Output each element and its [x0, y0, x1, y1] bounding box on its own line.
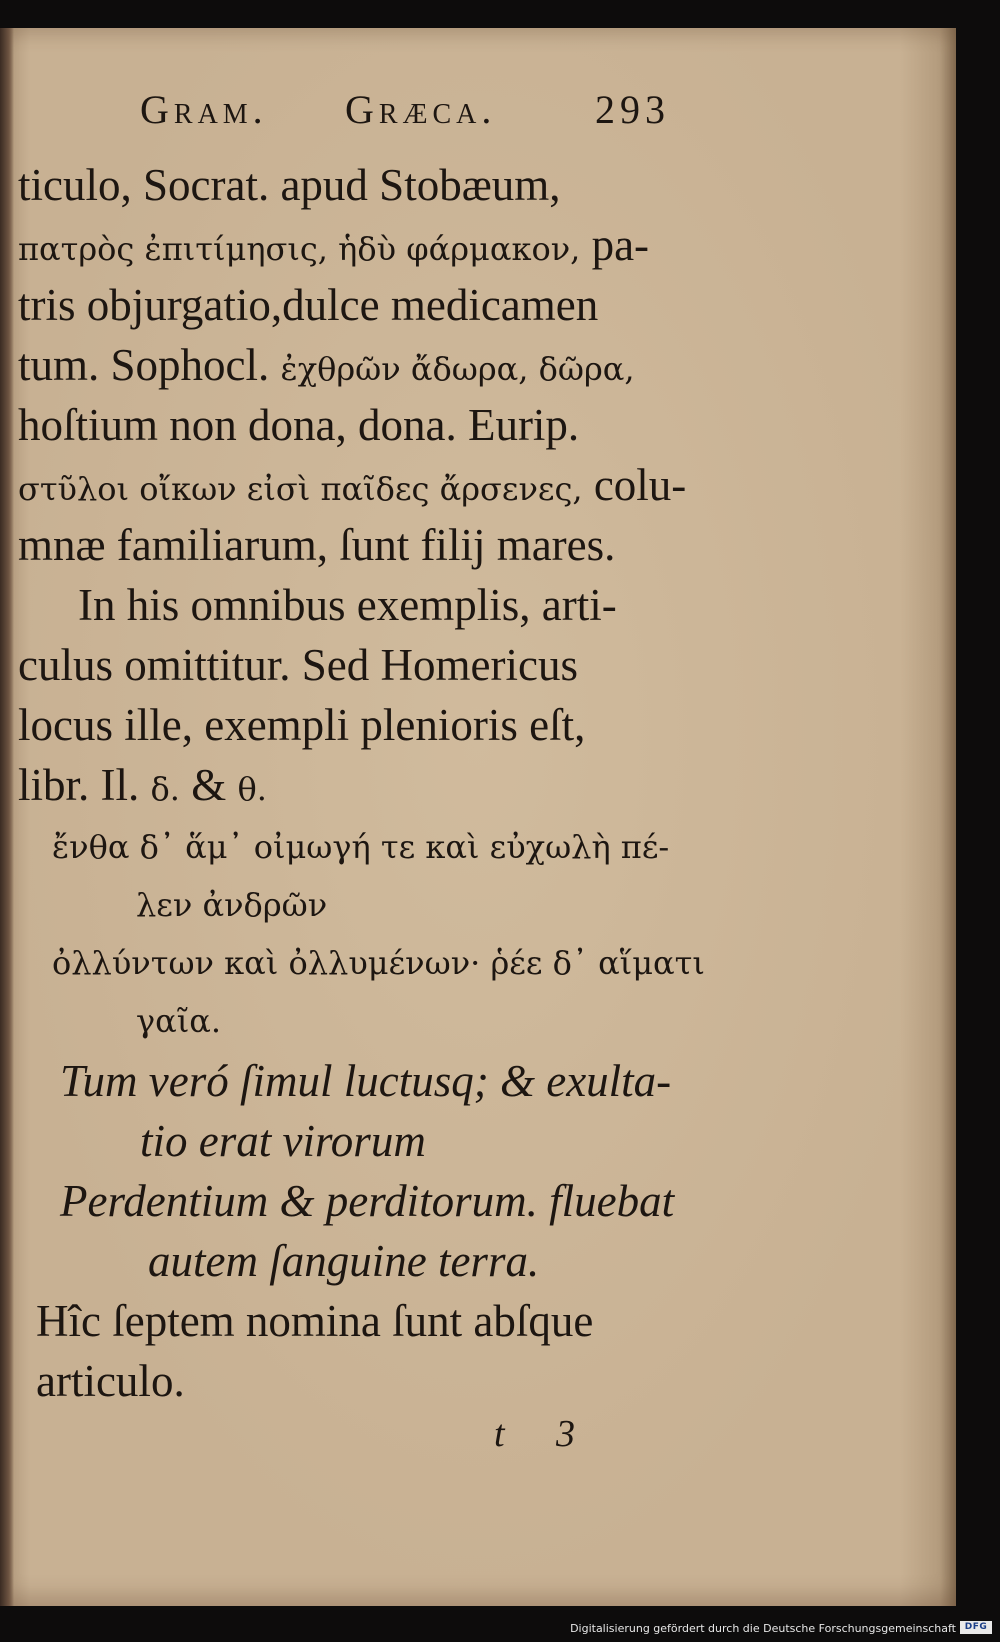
latin-text: hoſtium non dona, dona. Eurip. — [18, 400, 580, 450]
text-line — [136, 876, 327, 930]
text-line — [52, 934, 705, 988]
latin-text: mnæ familiarum, ſunt filij mares. — [18, 520, 616, 570]
page-number: 293 — [595, 87, 670, 132]
text-line — [36, 1296, 593, 1346]
text-line — [36, 1356, 185, 1406]
latin-text: In his omnibus exemplis, arti- — [78, 580, 617, 630]
greek-text: ἔνθα δ᾽ ἅμ᾽ οἰμωγή τε καὶ εὐχωλὴ πέ- — [52, 828, 670, 866]
italic-text: tio erat virorum — [140, 1116, 426, 1166]
text-line — [60, 1176, 674, 1226]
text-line — [18, 640, 578, 690]
running-header-center: Græca. — [345, 87, 497, 132]
text-line — [148, 1236, 539, 1286]
book-spine-edge — [0, 28, 14, 1606]
latin-text: articulo. — [36, 1356, 185, 1406]
text-line — [52, 818, 669, 872]
text-line — [18, 160, 560, 210]
greek-text: δ. — [150, 770, 180, 808]
text-line — [136, 992, 221, 1046]
greek-text: ὀλλύντων καὶ ὀλλυμένων· ῥέε δ᾽ αἵματι — [52, 944, 705, 982]
text-line — [18, 220, 649, 274]
footer-bar — [0, 1614, 1000, 1642]
latin-text: Hîc ſeptem nomina ſunt abſque — [36, 1296, 594, 1346]
latin-text: tum. Sophocl. — [18, 340, 281, 390]
greek-text: λεν ἀνδρῶν — [136, 886, 328, 924]
greek-text: γαῖα. — [136, 1002, 222, 1040]
latin-text: & — [179, 760, 238, 810]
greek-text: στῦλοι οἴκων εἰσὶ παῖδες ἄρσενες, — [18, 470, 583, 508]
book-page — [0, 28, 956, 1606]
text-line — [18, 460, 686, 514]
greek-text: ἐχθρῶν ἄδωρα, δῶρα, — [280, 350, 635, 388]
text-line — [18, 700, 585, 750]
running-header-left: Gram. — [140, 87, 268, 132]
signature-number: 3 — [556, 1413, 575, 1455]
funding-note: Digitalisierung gefördert durch die Deutsche Forschungsgemeinschaft — [570, 1622, 956, 1635]
text-line — [18, 400, 579, 450]
dfg-logo: DFG — [960, 1621, 992, 1634]
signature-letter: t — [494, 1413, 505, 1455]
text-line — [140, 1116, 426, 1166]
text-line — [18, 280, 598, 330]
italic-text: Perdentium & perditorum. fluebat — [60, 1176, 675, 1226]
text-line — [60, 1056, 671, 1106]
latin-text: culus omittitur. Sed Homericus — [18, 640, 578, 690]
text-line — [18, 760, 267, 814]
greek-text: πατρὸς ἐπιτίμησις, ἡδὺ φάρμακον, — [18, 230, 581, 268]
text-line — [18, 520, 615, 570]
latin-text: pa- — [580, 220, 650, 270]
latin-text: ticulo, Socrat. apud Stobæum, — [18, 160, 561, 210]
text-line — [18, 340, 635, 394]
running-header — [140, 86, 670, 136]
italic-text: Tum veró ſimul luctusq; & exulta- — [60, 1056, 672, 1106]
italic-text: autem ſanguine terra. — [148, 1236, 540, 1286]
text-line — [78, 580, 617, 630]
latin-text: tris objurgatio,dulce medicamen — [18, 280, 599, 330]
latin-text: libr. Il. — [18, 760, 151, 810]
greek-text: θ. — [237, 770, 267, 808]
latin-text: locus ille, exempli plenioris eſt, — [18, 700, 586, 750]
latin-text: colu- — [582, 460, 687, 510]
